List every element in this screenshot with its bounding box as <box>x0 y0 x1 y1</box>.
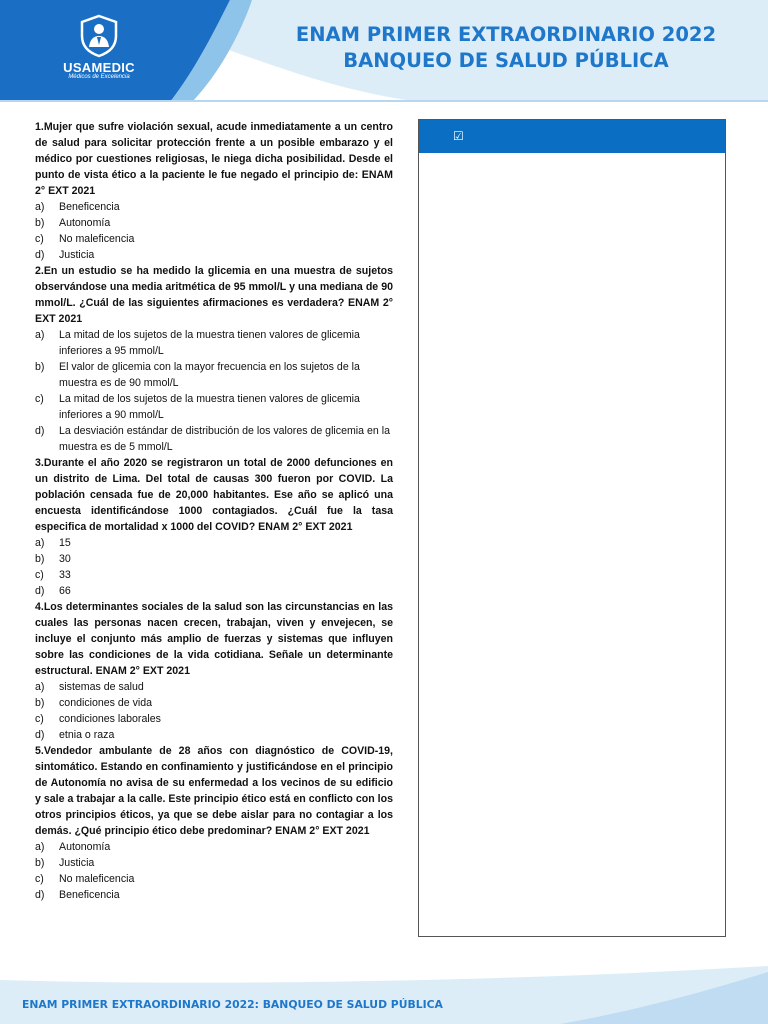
option-letter: d) <box>35 889 45 901</box>
option-text: Beneficencia <box>59 201 120 213</box>
option-letter: b) <box>35 361 45 373</box>
question-block <box>35 455 393 599</box>
question-stem: 2.En un estudio se ha medido la glicemia en una muestra de sujetos observándose una media aritmética de 95 mmol/L y una mediana de 90 mmol/L. ¿Cuál de las siguientes afirmaciones es verdadera? ENAM 2° EXT 2021 <box>35 265 393 325</box>
option-text: 66 <box>59 585 71 597</box>
option-letter: c) <box>35 569 44 581</box>
option-letter: c) <box>35 393 44 405</box>
question-stem: 1.Mujer que sufre violación sexual, acude inmediatamente a un centro de salud para solicitar protección frente a un posible embarazo y el médico por cuestiones religiosas, le niega dicha posibilidad. Desde el punto de vista ético a la paciente le fue negado el principio de: ENAM 2° EXT 2021 <box>35 121 393 197</box>
answer-option <box>35 551 393 567</box>
option-letter: b) <box>35 697 45 709</box>
option-text: condiciones laborales <box>59 713 161 725</box>
option-text: La mitad de los sujetos de la muestra tienen valores de glicemia inferiores a 95 mmol/L <box>59 329 360 357</box>
answer-option <box>35 215 393 231</box>
option-text: Justicia <box>59 857 95 869</box>
answer-option <box>35 839 393 855</box>
option-list <box>35 839 393 903</box>
option-letter: d) <box>35 249 45 261</box>
answer-option <box>35 391 393 423</box>
header-divider <box>0 100 768 102</box>
answer-option <box>35 199 393 215</box>
question-stem: 5.Vendedor ambulante de 28 años con diagnóstico de COVID-19, sintomático. Estando en confinamiento y justificándose en el principio de Autonomía no avisa de su enfermedad a los vecinos de su edificio y sale a trabajar a la calle. Este principio ético está en conflicto con los otros principios éticos, ya que se debe aislar para no contagiar a los demás. ¿Qué principio ético debe predominar? ENAM 2° EXT 2021 <box>35 745 393 837</box>
option-text: etnia o raza <box>59 729 115 741</box>
question-stem: 3.Durante el año 2020 se registraron un total de 2000 defunciones en un distrito de Lima. Del total de causas 300 fueron por COVID. La población censada fue de 20,000 habitantes. Ese año se aplicó una encuesta identificándose 1000 contagiados. ¿Cuál fue la tasa especifica de mortalidad x 1000 del COVID? ENAM 2° EXT 2021 <box>35 457 393 533</box>
answer-option <box>35 711 393 727</box>
question-block <box>35 263 393 455</box>
option-letter: a) <box>35 537 45 549</box>
option-text: La desviación estándar de distribución de los valores de glicemia en la muestra es de 5 mmol/L <box>59 425 390 453</box>
answer-option <box>35 535 393 551</box>
option-letter: c) <box>35 233 44 245</box>
option-letter: c) <box>35 873 44 885</box>
option-letter: a) <box>35 201 45 213</box>
shield-doctor-icon <box>78 14 120 58</box>
option-text: No maleficencia <box>59 873 135 885</box>
brand-tagline: Médicos de Excelencia <box>68 74 130 80</box>
option-letter: a) <box>35 329 45 341</box>
option-letter: d) <box>35 425 45 437</box>
page-footer <box>0 960 768 1024</box>
option-letter: b) <box>35 217 45 229</box>
answer-option <box>35 327 393 359</box>
option-letter: a) <box>35 681 45 693</box>
question-list <box>35 119 393 903</box>
option-letter: a) <box>35 841 45 853</box>
title-line-2: BANQUEO DE SALUD PÚBLICA <box>343 49 669 73</box>
answer-panel-header <box>419 120 725 153</box>
option-text: Beneficencia <box>59 889 120 901</box>
question-block <box>35 599 393 743</box>
usamedic-logo <box>54 14 144 94</box>
option-text: 15 <box>59 537 71 549</box>
answer-option <box>35 871 393 887</box>
footer-text: ENAM PRIMER EXTRAORDINARIO 2022: BANQUEO DE SALUD PÚBLICA <box>22 998 443 1011</box>
option-text: sistemas de salud <box>59 681 144 693</box>
option-text: No maleficencia <box>59 233 135 245</box>
option-text: Autonomía <box>59 217 111 229</box>
page-header <box>0 0 768 102</box>
page-title <box>286 22 726 74</box>
option-letter: d) <box>35 729 45 741</box>
checkbox-icon: ☑ <box>453 129 464 143</box>
answer-panel <box>418 119 726 937</box>
answer-option <box>35 359 393 391</box>
answer-option <box>35 583 393 599</box>
option-list <box>35 199 393 263</box>
answer-option <box>35 247 393 263</box>
option-list <box>35 535 393 599</box>
option-text: La mitad de los sujetos de la muestra tienen valores de glicemia inferiores a 90 mmol/L <box>59 393 360 421</box>
option-text: Justicia <box>59 249 95 261</box>
answer-option <box>35 567 393 583</box>
option-list <box>35 327 393 455</box>
title-line-1: ENAM PRIMER EXTRAORDINARIO 2022 <box>295 23 717 46</box>
option-text: El valor de glicemia con la mayor frecuencia en los sujetos de la muestra es de 90 mmol/L <box>59 361 360 389</box>
answer-option <box>35 231 393 247</box>
answer-option <box>35 727 393 743</box>
option-letter: d) <box>35 585 45 597</box>
option-text: 33 <box>59 569 71 581</box>
answer-option <box>35 855 393 871</box>
answer-option <box>35 695 393 711</box>
footer-wave-decoration <box>0 960 768 1024</box>
option-letter: b) <box>35 857 45 869</box>
option-text: condiciones de vida <box>59 697 153 709</box>
brand-name: USAMEDIC <box>63 60 135 75</box>
answer-option <box>35 887 393 903</box>
question-block <box>35 743 393 903</box>
option-list <box>35 679 393 743</box>
question-stem: 4.Los determinantes sociales de la salud son las circunstancias en las cuales las personas nacen crecen, trabajan, viven y envejecen, se incluye el conjunto más amplio de fuerzas y sistemas que influyen sobre las condiciones de la vida cotidiana. Señale un determinante estructural. ENAM 2° EXT 2021 <box>35 601 393 677</box>
option-text: Autonomía <box>59 841 111 853</box>
option-text: 30 <box>59 553 71 565</box>
option-letter: c) <box>35 713 44 725</box>
option-letter: b) <box>35 553 45 565</box>
question-block <box>35 119 393 263</box>
answer-option <box>35 423 393 455</box>
answer-option <box>35 679 393 695</box>
